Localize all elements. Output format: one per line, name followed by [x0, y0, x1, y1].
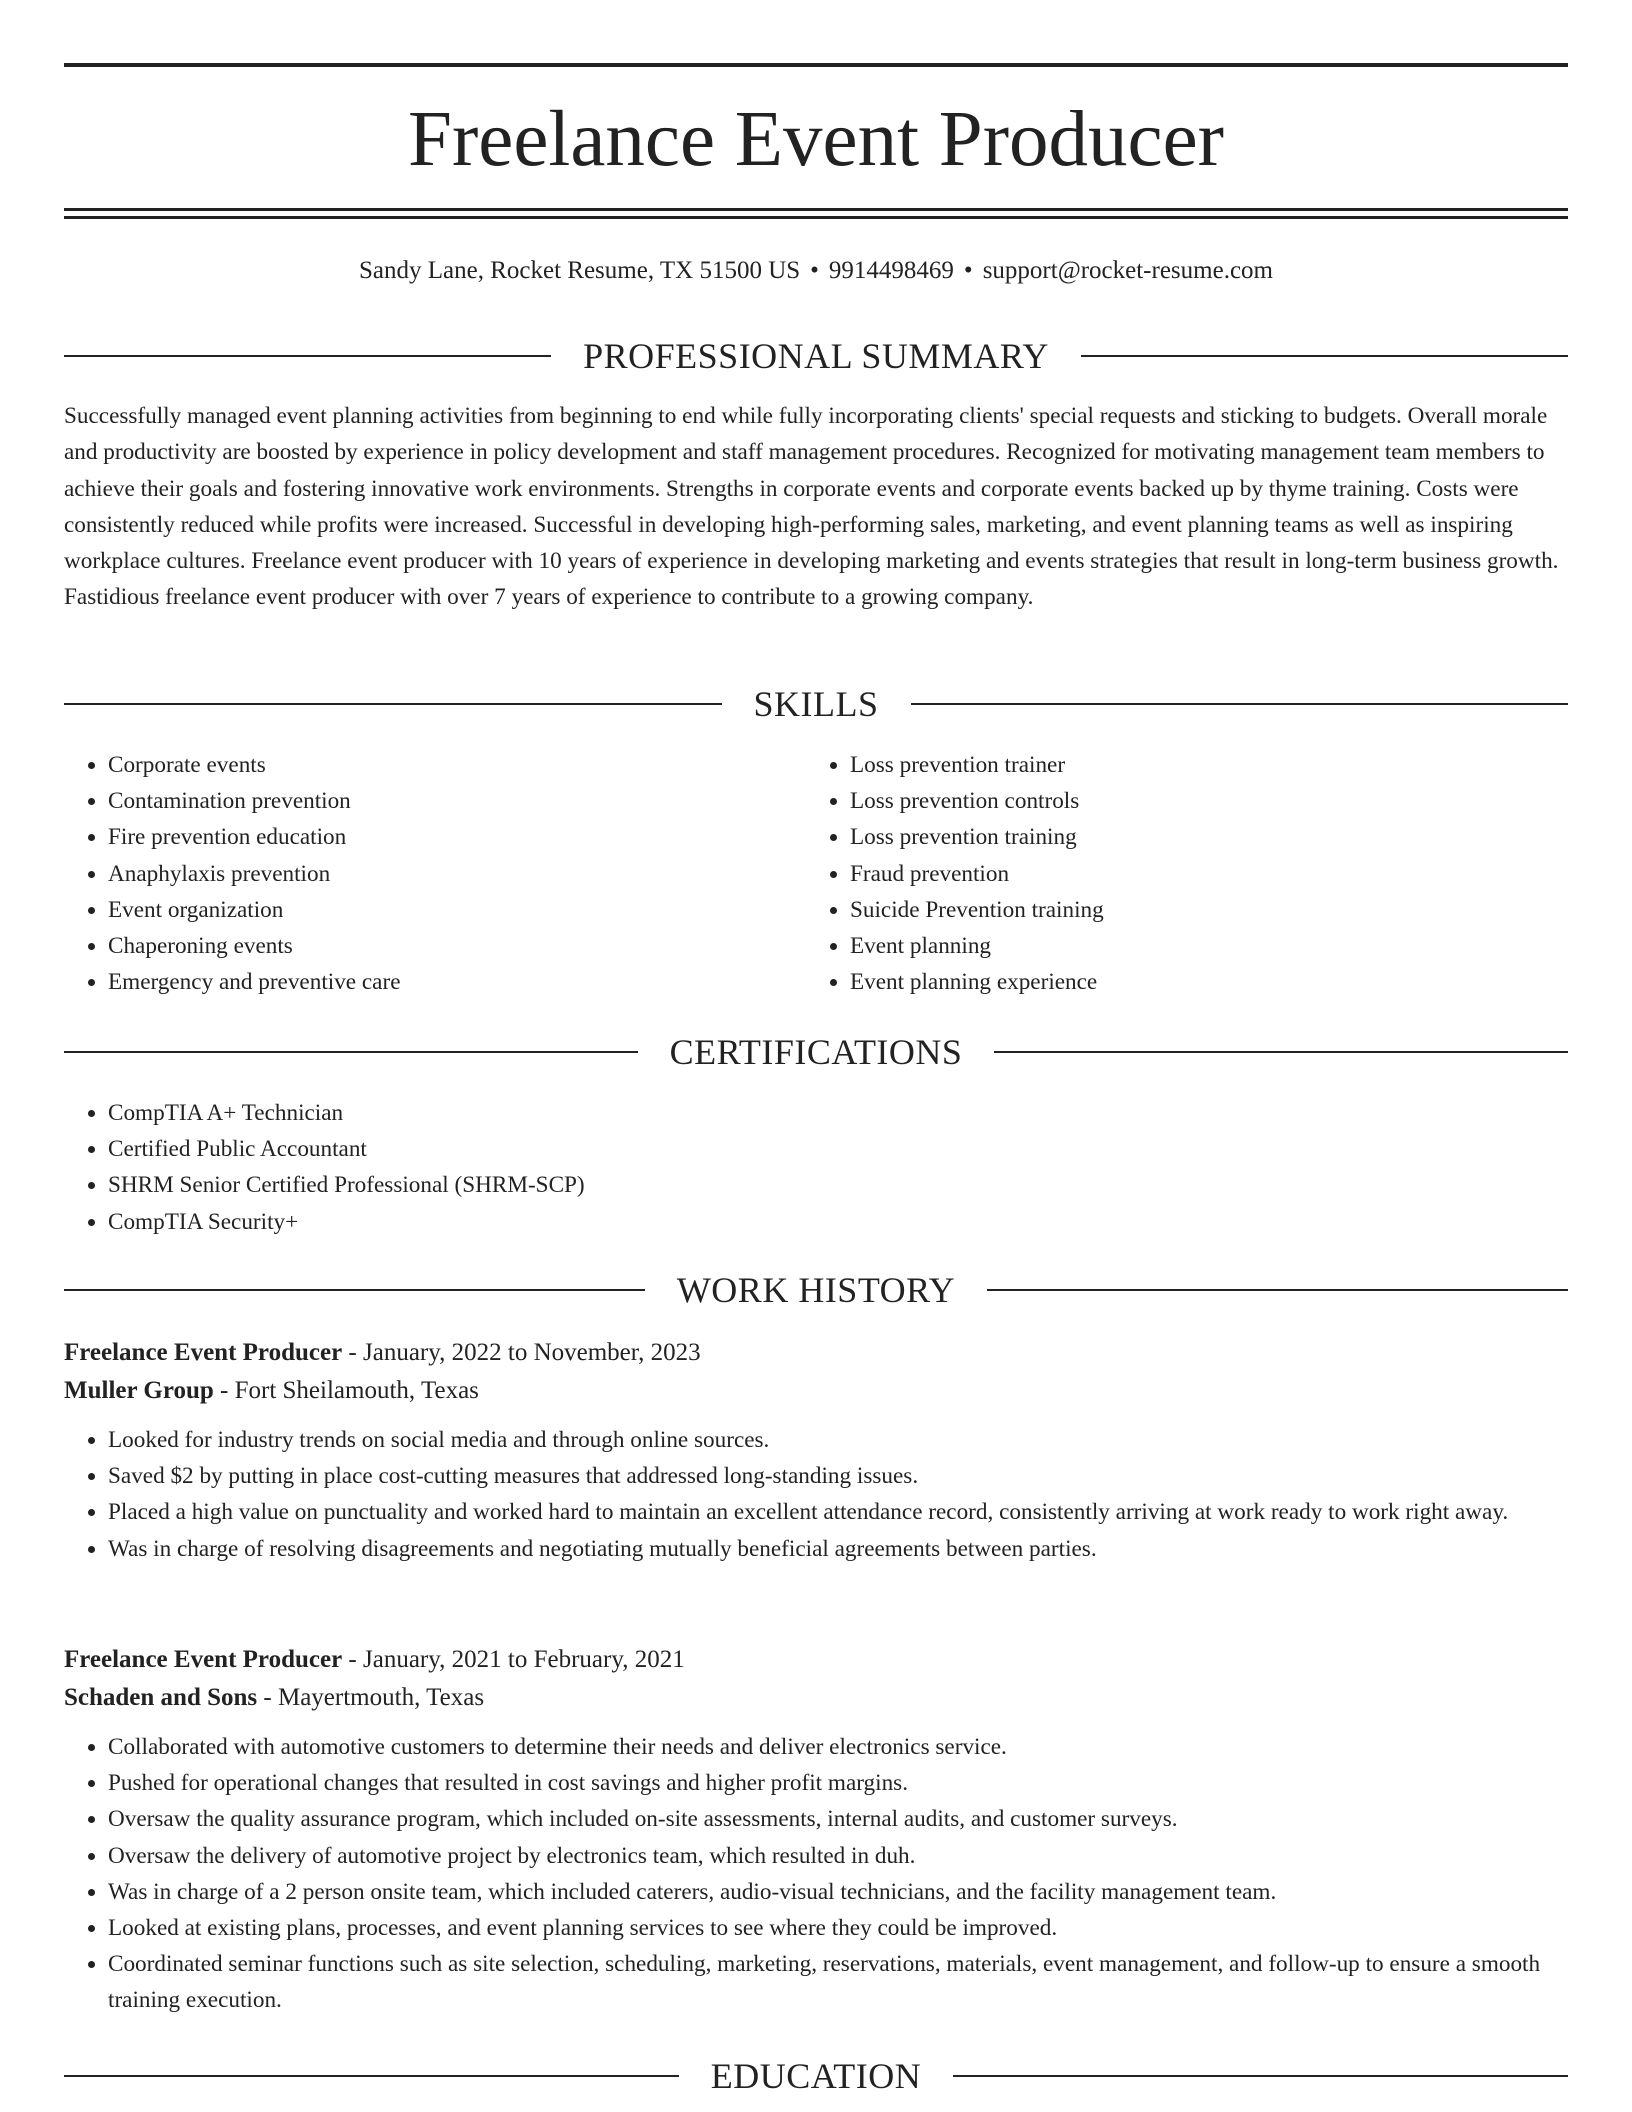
skill-item: • Suicide Prevention training	[850, 892, 1548, 928]
job-company-line	[64, 1372, 1568, 1410]
job-dates: - January, 2022 to November, 2023	[342, 1339, 701, 1366]
skill-item: • Contamination prevention	[108, 783, 806, 819]
heading-rule-right	[911, 703, 1569, 705]
skills-list	[64, 747, 1568, 1000]
job-location: - Mayertmouth, Texas	[257, 1684, 485, 1711]
certification-item: • CompTIA Security+	[108, 1204, 1568, 1240]
heading-rule-left	[64, 355, 551, 357]
certification-item: • SHRM Senior Certified Professional (SHRM-SCP)	[108, 1167, 1568, 1203]
contact-line	[64, 255, 1568, 287]
skill-item: • Corporate events	[108, 747, 806, 783]
job-duty-item: • Saved $2 by putting in place cost-cutting measures that addressed long-standing issues.	[108, 1458, 1568, 1494]
job-duty-item: • Collaborated with automotive customers to determine their needs and deliver electronics service.	[108, 1729, 1568, 1765]
heading-rule-right	[994, 1051, 1568, 1053]
job-company-line	[64, 1679, 1568, 1717]
resume-title: Freelance Event Producer	[408, 96, 1224, 183]
header-bottom-rule-second	[64, 216, 1568, 219]
job-entry	[64, 1641, 1568, 2019]
job-duty-item: • Placed a high value on punctuality and worked hard to maintain an excellent attendance record, consistently arriving at work ready to work right away.	[108, 1494, 1568, 1530]
job-title-line	[64, 1334, 1568, 1372]
contact-email[interactable]: support@rocket-resume.com	[982, 257, 1273, 284]
job-duty-item: • Looked for industry trends on social media and through online sources.	[108, 1422, 1568, 1458]
job-company: Schaden and Sons	[64, 1684, 258, 1711]
heading-rule-right	[1081, 355, 1568, 357]
summary-heading-label: PROFESSIONAL SUMMARY	[583, 336, 1049, 376]
contact-phone: 9914498469	[828, 257, 954, 284]
education-heading-label: EDUCATION	[710, 2056, 922, 2096]
skill-item: • Chaperoning events	[108, 928, 806, 964]
work-history-heading-label: WORK HISTORY	[676, 1270, 956, 1310]
job-duties	[64, 1729, 1568, 2019]
job-duty-item: • Oversaw the delivery of automotive project by electronics team, which resulted in duh.	[108, 1838, 1568, 1874]
heading-rule-left	[64, 2075, 679, 2077]
skill-item: • Event planning	[850, 928, 1548, 964]
certifications-list	[64, 1095, 1568, 1240]
job-duty-item: • Was in charge of a 2 person onsite team, which included caterers, audio-visual technicians, and the facility management team.	[108, 1874, 1568, 1910]
skill-item: • Emergency and preventive care	[108, 964, 806, 1000]
heading-rule-left	[64, 1051, 638, 1053]
heading-rule-left	[64, 1289, 645, 1291]
job-duty-item: • Oversaw the quality assurance program, which included on-site assessments, internal audits, and customer surveys.	[108, 1801, 1568, 1837]
certifications-heading-label: CERTIFICATIONS	[669, 1032, 963, 1072]
skill-item: • Event organization	[108, 892, 806, 928]
job-title: Freelance Event Producer	[64, 1339, 343, 1366]
skill-item: • Loss prevention trainer	[850, 747, 1548, 783]
education-section-heading	[64, 2054, 1568, 2098]
skill-item: • Loss prevention controls	[850, 783, 1548, 819]
header-top-rule	[64, 63, 1568, 67]
job-duty-item: • Was in charge of resolving disagreements and negotiating mutually beneficial agreements between parties.	[108, 1531, 1568, 1567]
job-title: Freelance Event Producer	[64, 1646, 343, 1673]
skills-column-left	[64, 747, 806, 1000]
header-bottom-rule	[64, 208, 1568, 211]
certification-item: • CompTIA A+ Technician	[108, 1095, 1568, 1131]
job-title-line	[64, 1641, 1568, 1679]
skill-item: • Fraud prevention	[850, 856, 1548, 892]
job-entry	[64, 1334, 1568, 1567]
skills-column-right	[806, 747, 1548, 1000]
skill-item: • Fire prevention education	[108, 819, 806, 855]
job-dates: - January, 2021 to February, 2021	[342, 1646, 685, 1673]
skill-item: • Anaphylaxis prevention	[108, 856, 806, 892]
job-location: - Fort Sheilamouth, Texas	[213, 1377, 479, 1404]
skills-heading-label: SKILLS	[753, 684, 879, 724]
job-duty-item: • Pushed for operational changes that resulted in cost savings and higher profit margins.	[108, 1765, 1568, 1801]
job-duties	[64, 1422, 1568, 1567]
certification-item: • Certified Public Accountant	[108, 1131, 1568, 1167]
work-history-section-heading	[64, 1268, 1568, 1312]
job-duty-item: • Coordinated seminar functions such as site selection, scheduling, marketing, reservations, materials, event management, and follow-up to ensure a smooth training execution.	[108, 1946, 1568, 2018]
contact-separator: •	[963, 257, 973, 284]
contact-separator: •	[810, 257, 819, 284]
skills-section-heading	[64, 682, 1568, 726]
skill-item: • Loss prevention training	[850, 819, 1548, 855]
certifications-section-heading	[64, 1030, 1568, 1074]
summary-section-heading	[64, 334, 1568, 378]
heading-rule-right	[953, 2075, 1568, 2077]
job-duty-item: • Looked at existing plans, processes, and event planning services to see where they could be improved.	[108, 1910, 1568, 1946]
contact-address: Sandy Lane, Rocket Resume, TX 51500 US	[359, 257, 801, 284]
skill-item: • Event planning experience	[850, 964, 1548, 1000]
summary-text: Successfully managed event planning activities from beginning to end while fully incorporating clients' special requests and sticking to budgets. Overall morale and productivity are boosted by experience in policy development and staff management procedures. Recognized for motivating management team members to achieve their goals and fostering innovative work environments. Strengths in corporate events and corporate events backed up by thyme training. Costs were consistently reduced while profits were increased. Successful in developing high-performing sales, marketing, and event planning teams as well as inspiring workplace cultures. Freelance event producer with 10 years of experience in developing marketing and events strategies that result in long-term business growth. Fastidious freelance event producer with over 7 years of experience to contribute to a growing company.	[64, 403, 1559, 611]
heading-rule-right	[987, 1289, 1568, 1291]
job-company: Muller Group	[64, 1377, 214, 1404]
heading-rule-left	[64, 703, 722, 705]
